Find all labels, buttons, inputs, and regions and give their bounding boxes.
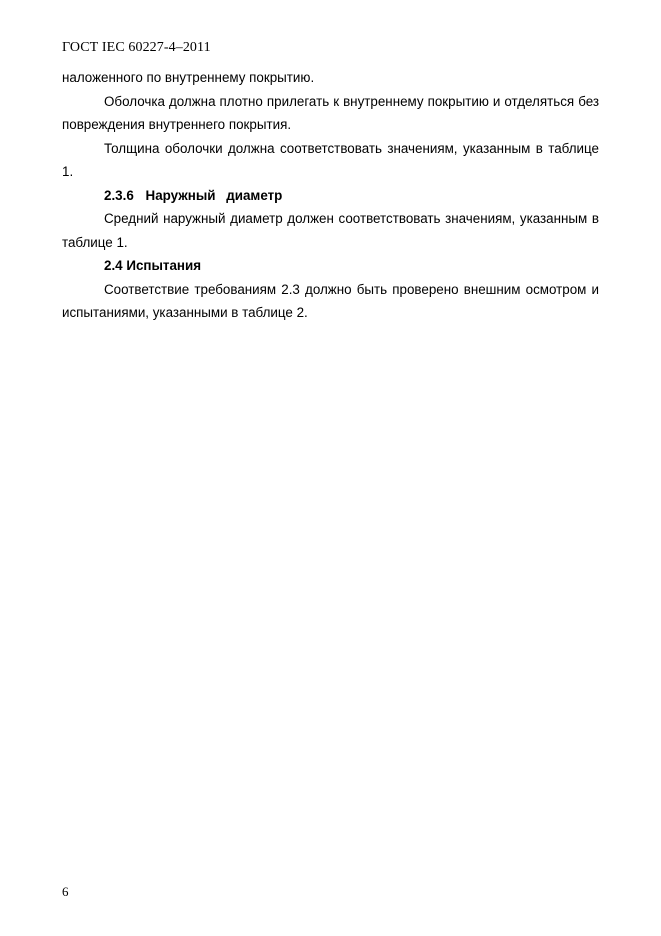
paragraph-tests: Соответствие требованиям 2.3 должно быть проверено внешним осмотром и испытаниями, указанными в таблице 2.	[62, 281, 599, 320]
paragraph-sheath-fit: Оболочка должна плотно прилегать к внутреннему покрытию и отделяться без повреждения внутреннего покрытия.	[62, 93, 599, 132]
section-number: 2.3.6	[104, 187, 134, 203]
section-heading-2-4: 2.4 Испытания	[104, 258, 202, 273]
section-title-word: Наружный	[145, 187, 216, 203]
section-title-word: диаметр	[226, 187, 283, 203]
page-number: 6	[62, 884, 69, 899]
paragraph-sheath-thickness: Толщина оболочки должна соответствовать значениям, указанным в таблице 1.	[62, 140, 599, 179]
paragraph-outer-diameter: Средний наружный диаметр должен соответствовать значениям, указанным в таблице 1.	[62, 211, 599, 250]
document-body	[62, 66, 599, 325]
paragraph-continuation: наложенного по внутреннему покрытию.	[62, 70, 315, 85]
document-header: ГОСТ IEC 60227-4–2011	[62, 40, 211, 55]
section-heading-2-3-6	[62, 184, 599, 208]
